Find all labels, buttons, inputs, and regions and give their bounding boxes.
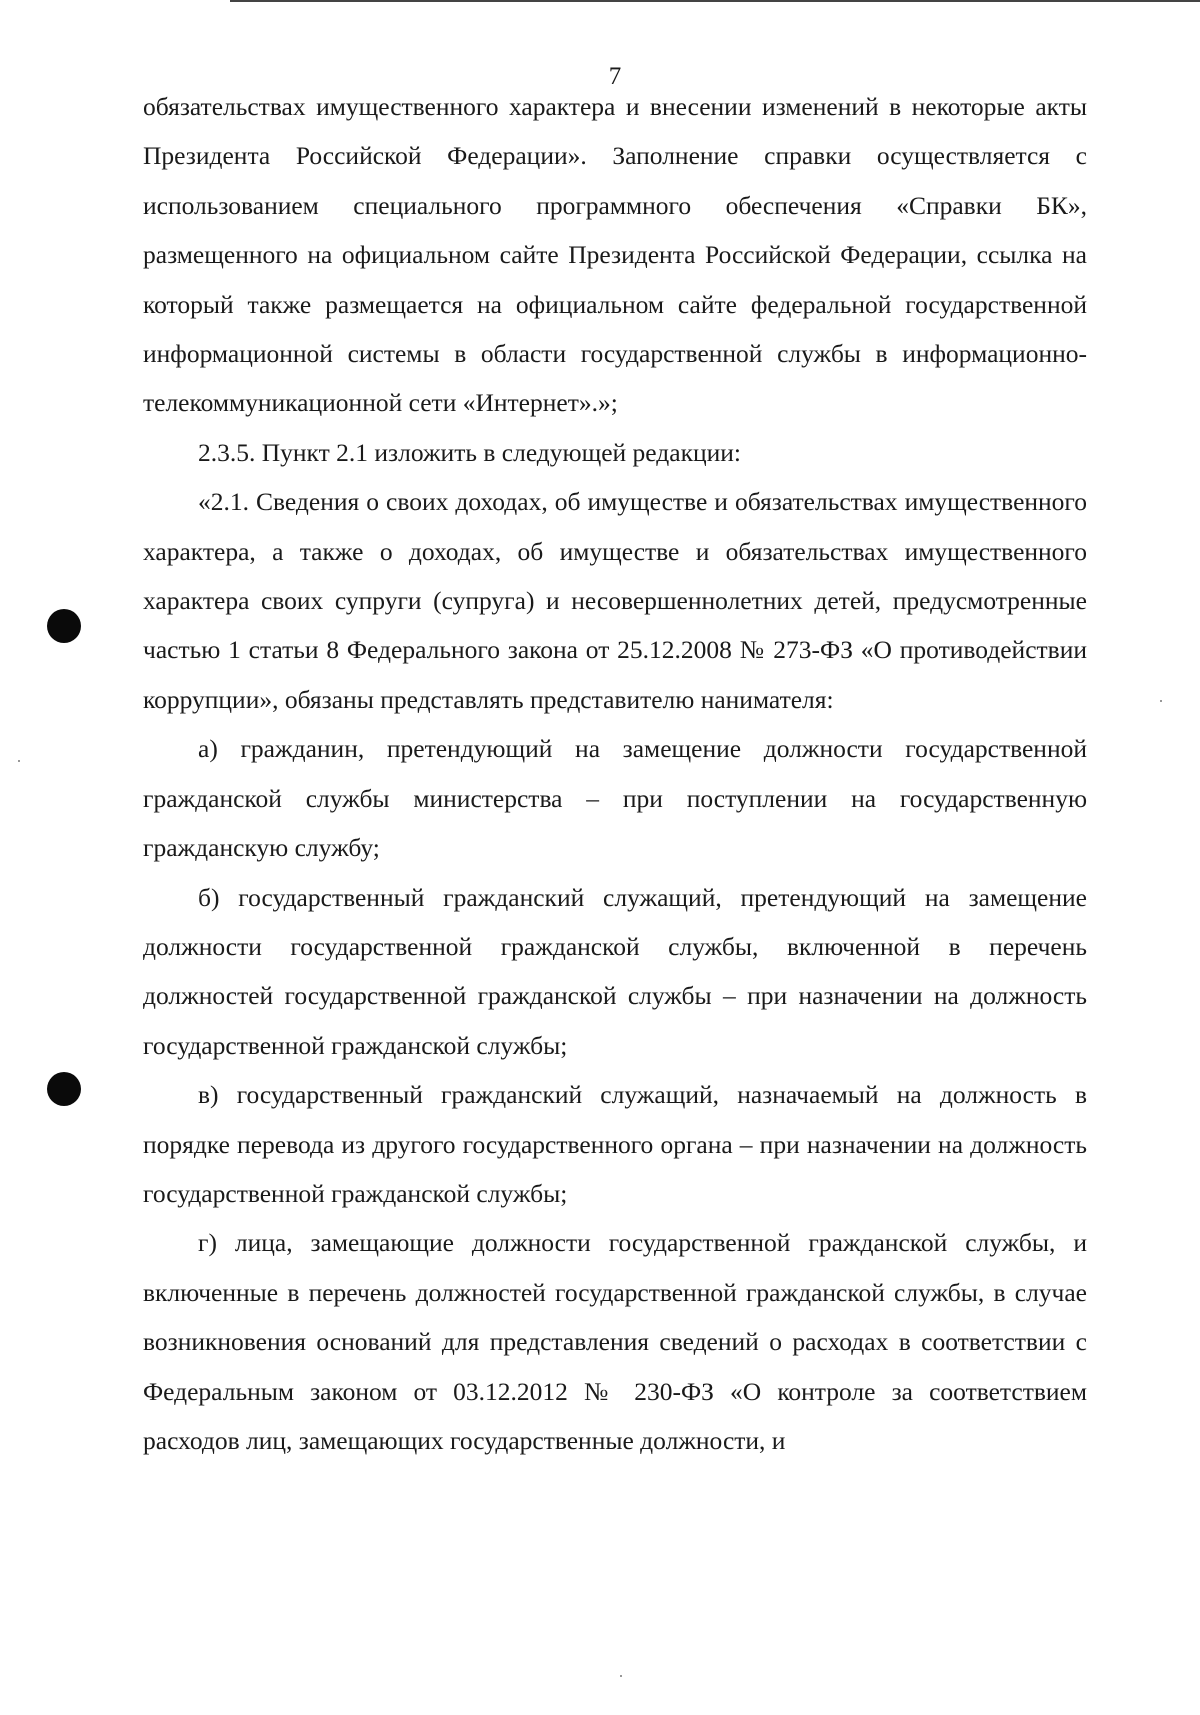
punch-hole xyxy=(47,1072,81,1106)
paragraph-subitem-a: а) гражданин, претендующий на замещение должности государственной гражданской службы министерства – при поступлении на государственную гражданскую службу; xyxy=(143,734,1087,863)
paragraph-subitem-v: в) государственный гражданский служащий, назначаемый на должность в порядке перевода из другого государственного органа – при назначении на должность государственной гражданской службы; xyxy=(143,1080,1087,1208)
punch-hole xyxy=(47,609,81,643)
scan-speck xyxy=(18,760,20,762)
paragraph-item-2-3-5: 2.3.5. Пункт 2.1 изложить в следующей редакции: xyxy=(198,437,741,467)
paragraph-continuation: обязательствах имущественного характера и внесении изменений в некоторые акты Президента Российской Федерации». Заполнение справки осуществляется с использованием специального программного обеспечения «Справки БК», размещенного на официальном сайте Президента Российской Федерации, ссылка на который также размещается на официальном сайте федеральной государственной информационной системы в области государственной службы в информационно-телекоммуникационной сети «Интернет».»; xyxy=(143,92,1087,418)
paragraph-subitem-g: г) лица, замещающие должности государственной гражданской службы, и включенные в перечень должностей государственной гражданской службы, в случае возникновения оснований для представления сведений о расходах в соответствии с Федеральным законом от 03.12.2012 № 230-ФЗ «О контроле за соответствием расходов лиц, замещающих государственные должности, и xyxy=(143,1228,1087,1455)
scan-speck xyxy=(620,1675,622,1677)
top-edge-line xyxy=(230,0,1200,2)
paragraph-subitem-b: б) государственный гражданский служащий, претендующий на замещение должности государственной гражданской службы, включенной в перечень должностей государственной гражданской службы – при назначении на должность государственной гражданской службы; xyxy=(143,882,1087,1060)
page-number: 7 xyxy=(608,63,622,90)
document-body xyxy=(143,82,1087,1465)
paragraph-clause-2-1: «2.1. Сведения о своих доходах, об имуществе и обязательствах имущественного характера, а также о доходах, об имуществе и обязательствах имущественного характера своих супруги (супруга) и несовершеннолетних детей, предусмотренные частью 1 статьи 8 Федерального закона от 25.12.2008 № 273-ФЗ «О противодействии коррупции», обязаны представлять представителю нанимателя: xyxy=(143,487,1087,714)
scan-speck xyxy=(1160,700,1162,702)
